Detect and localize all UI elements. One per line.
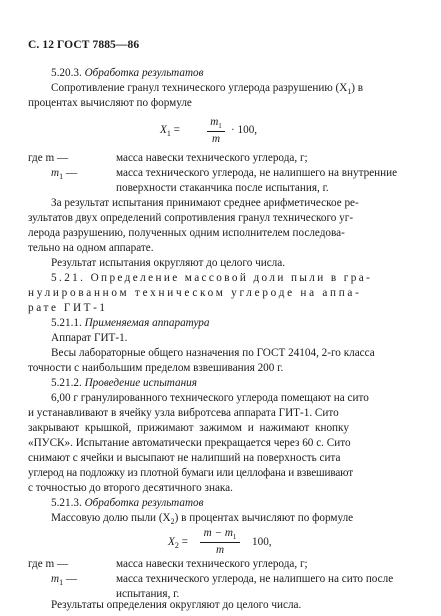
paragraph-test-l5: снимают с ячейки и высыпают не налипший на поверхность сита bbox=[28, 452, 341, 464]
paragraph-final: Результаты определения округляют до целого числа. bbox=[51, 599, 302, 611]
section-title: Обработка результатов bbox=[84, 67, 204, 79]
paragraph-resistance-intro: Сопротивление гранул технического углерода разрушению $(X_1)$ в bbox=[51, 82, 364, 97]
section-5-20-3-heading bbox=[28, 66, 414, 81]
paragraph-apparatus: Аппарат ГИТ-1. bbox=[51, 332, 128, 344]
paragraph-test-l3: закрывают крышкой, прижимают зажимом и нажимают кнопку bbox=[28, 422, 349, 434]
paragraph-scales-l2: точности с наибольшим пределом взвешивания 200 г. bbox=[28, 362, 284, 374]
paragraph-test-l7: с точностью до второго десятичного знака. bbox=[28, 482, 233, 494]
section-5-21-3-heading: 5.21.3. Обработка результатов bbox=[51, 497, 204, 509]
paragraph-result-l2: зультатов двух определений сопротивления гранул технического уг- bbox=[28, 212, 354, 224]
paragraph-result-l3: лерода разрушению, полученных одним исполнителем последова- bbox=[28, 227, 345, 239]
document-page: С. 12 ГОСТ 7885—86 5.20.3. Обработка результатов Сопротивление гранул технического углерода разрушению $(X_1)$ в процентах вычисляют по формуле $X_1$ = $m_1$ m · 100, где m — масса навески технического углерода, г; $m_1$ — масса технического углерода, не налипшего на внутренние поверхности стаканчика после испытания, г. За результат испытания принимают среднее арифметическое ре- зультатов двух определений сопротивления гранул технического уг- лерода разрушению, полученных одним исполнителем последова- тельно на одном аппарате. Результат испытания округляют до целого числа. 5.21. Определение массовой доли пыли в гра- нулированном техническом углероде на аппа- рате ГИТ-1 5.21.1. Применяемая аппаратура Аппарат ГИТ-1. Весы лабораторные общего назначения по ГОСТ 24104, 2-го класса точности с наибольшим пределом взвешивания 200 г. 5.21.2. Проведение испытания 6,00 г гранулированного технического углерода помещают на сито и устанавливают в ячейку узла вибротсева аппарата ГИТ-1. Сито закрывают крышкой, прижимают зажимом и нажимают кнопку «ПУСК». Испытание автоматически прекращается через 60 с. Сито снимают с ячейки и высыпают не налипший на поверхность сита углерод на подложку из плотной бумаги или целлофана и взвешивают с точностью до второго десятичного знака. 5.21.3. Обработка результатов Массовую долю пыли $(X_2)$ в процентах вычисляют по формуле $X_2$ = $m - m_1$ m 100, где m — масса навески технического углерода, г; $m_1$ — масса технического углерода, не налипшего на сито после испытания, г. Результаты определения округляют до целого числа. bbox=[0, 0, 441, 616]
variable-definitions-1: где m — масса навески технического углерода, г; $m_1$ — масса технического углерода, не налипшего на внутренние поверхности стаканчика после испытания, г. bbox=[28, 152, 398, 194]
section-5-21-heading-l2: нулированном техническом углероде на аппа- bbox=[28, 287, 362, 299]
paragraph-result-l1: За результат испытания принимают среднее арифметическое ре- bbox=[51, 197, 359, 209]
page-header: С. 12 ГОСТ 7885—86 bbox=[28, 39, 140, 51]
paragraph-resistance-intro-line2: процентах вычисляют по формуле bbox=[28, 97, 192, 109]
paragraph-test-l1: 6,00 г гранулированного технического углерода помещают на сито bbox=[51, 392, 369, 404]
paragraph-round: Результат испытания округляют до целого числа. bbox=[51, 257, 286, 269]
paragraph-test-l4: «ПУСК». Испытание автоматически прекращается через 60 с. Сито bbox=[28, 437, 351, 449]
section-5-21-1-heading: 5.21.1. Применяемая аппаратура bbox=[51, 317, 210, 329]
section-5-21-2-heading: 5.21.2. Проведение испытания bbox=[51, 377, 197, 389]
section-5-21-heading-l1: 5.21. Определение массовой доли пыли в гра- bbox=[51, 272, 373, 284]
paragraph-dust-intro: Массовую долю пыли $(X_2)$ в процентах вычисляют по формуле bbox=[51, 512, 354, 527]
section-5-21-heading-l3: рате ГИТ-1 bbox=[28, 302, 108, 314]
paragraph-scales-l1: Весы лабораторные общего назначения по ГОСТ 24104, 2-го класса bbox=[51, 347, 375, 359]
paragraph-test-l2: и устанавливают в ячейку узла вибротсева аппарата ГИТ-1. Сито bbox=[28, 407, 339, 419]
paragraph-test-l6: углерод на подложку из плотной бумаги или целлофана и взвешивают bbox=[28, 467, 353, 479]
paragraph-result-l4: тельно на одном аппарате. bbox=[28, 242, 154, 254]
variable-definitions-2: где m — масса навески технического углерода, г; $m_1$ — масса технического углерода, не налипшего на сито после испытания, г. bbox=[28, 558, 394, 600]
section-number: 5.20.3. bbox=[51, 67, 82, 79]
